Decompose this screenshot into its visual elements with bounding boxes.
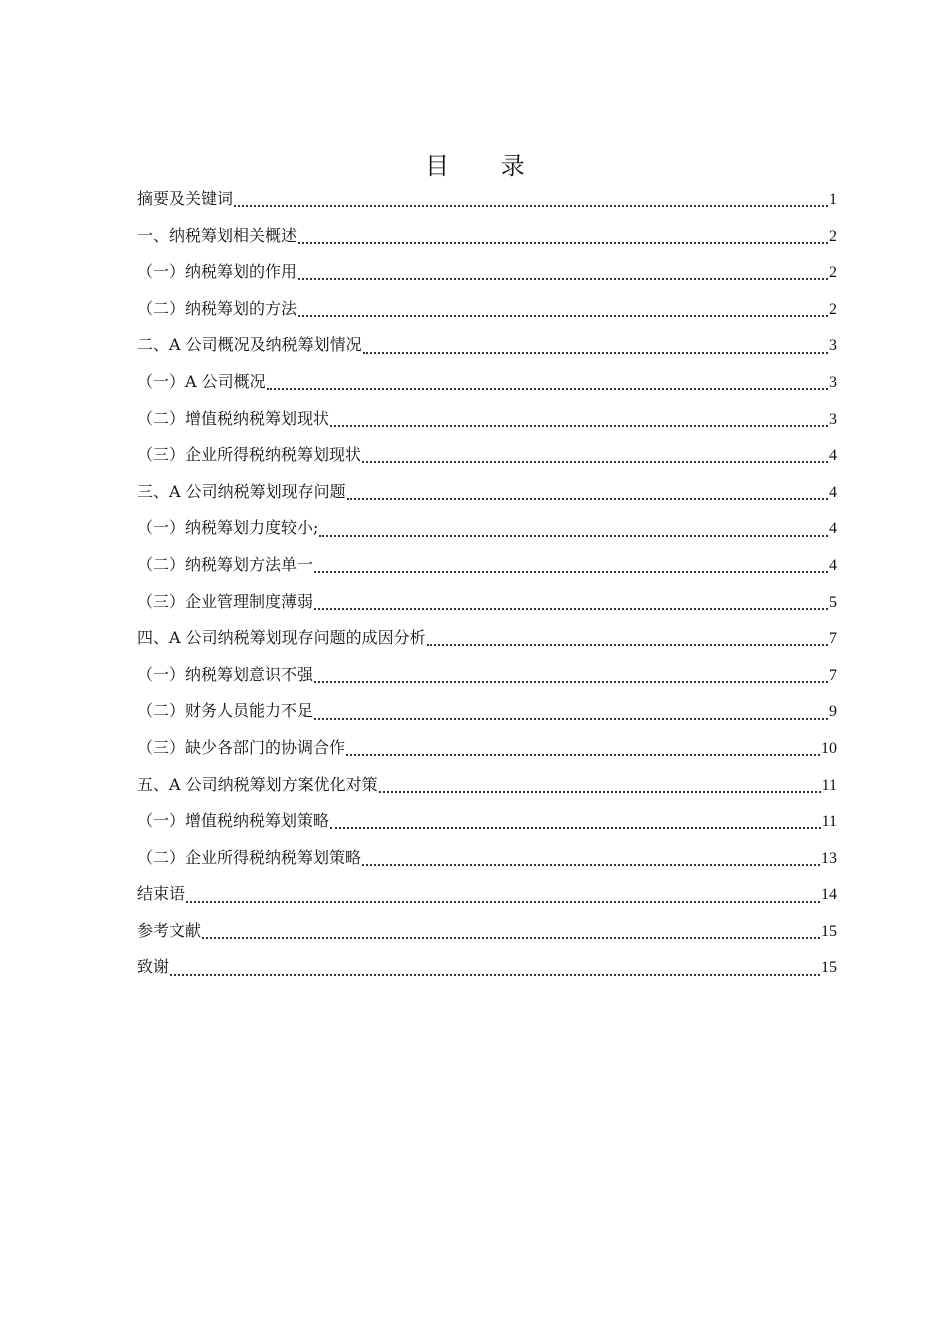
toc-entry-label: （一）A 公司概况 bbox=[137, 371, 266, 391]
toc-leader-dots bbox=[330, 827, 821, 829]
toc-entry[interactable] bbox=[137, 510, 837, 547]
toc-entry-label: （一）纳税筹划的作用 bbox=[137, 262, 298, 282]
toc-entry[interactable] bbox=[137, 730, 837, 767]
toc-entry-label: 结束语 bbox=[137, 884, 186, 904]
toc-title: 目 录 bbox=[425, 152, 547, 180]
toc-entry-label: （三）企业所得税纳税筹划现状 bbox=[137, 445, 362, 465]
toc-entry-page: 10 bbox=[821, 739, 837, 757]
toc-leader-dots bbox=[330, 425, 828, 427]
toc-entry-label: （二）增值税纳税筹划现状 bbox=[137, 408, 330, 428]
toc-leader-dots bbox=[362, 461, 828, 463]
toc-entry[interactable] bbox=[137, 181, 837, 218]
toc-entry[interactable] bbox=[137, 876, 837, 913]
toc-entry[interactable] bbox=[137, 693, 837, 730]
toc-entry-page: 4 bbox=[829, 520, 837, 538]
toc-entry-label: 参考文献 bbox=[137, 920, 202, 940]
toc-entry-label: （二）财务人员能力不足 bbox=[137, 701, 314, 721]
toc-entry[interactable] bbox=[137, 327, 837, 364]
toc-entry-label: 致谢 bbox=[137, 957, 170, 977]
toc-entry[interactable] bbox=[137, 474, 837, 511]
toc-leader-dots bbox=[314, 718, 828, 720]
toc-entry[interactable] bbox=[137, 584, 837, 621]
toc-entry-page: 15 bbox=[821, 959, 837, 977]
toc-entry-page: 15 bbox=[821, 922, 837, 940]
toc-leader-dots bbox=[298, 278, 828, 280]
toc-entry-page: 11 bbox=[821, 813, 837, 831]
toc-entry[interactable] bbox=[137, 254, 837, 291]
table-of-contents bbox=[137, 181, 837, 986]
toc-leader-dots bbox=[379, 791, 821, 793]
toc-leader-dots bbox=[363, 352, 828, 354]
toc-entry[interactable] bbox=[137, 913, 837, 950]
toc-entry-page: 2 bbox=[829, 264, 837, 282]
toc-entry-label: （二）企业所得税纳税筹划策略 bbox=[137, 847, 362, 867]
toc-entry[interactable] bbox=[137, 364, 837, 401]
toc-leader-dots bbox=[314, 681, 828, 683]
toc-leader-dots bbox=[298, 242, 828, 244]
toc-entry-page: 1 bbox=[829, 191, 837, 208]
toc-entry-label: （二）纳税筹划的方法 bbox=[137, 298, 298, 318]
toc-leader-dots bbox=[314, 571, 828, 573]
toc-leader-dots bbox=[362, 864, 820, 866]
toc-entry[interactable] bbox=[137, 949, 837, 986]
toc-entry[interactable] bbox=[137, 291, 837, 328]
toc-entry-label: （三）缺少各部门的协调合作 bbox=[137, 737, 346, 757]
toc-entry-label: 四、A 公司纳税筹划现存问题的成因分析 bbox=[137, 628, 426, 648]
toc-entry[interactable] bbox=[137, 840, 837, 877]
toc-leader-dots bbox=[346, 754, 820, 756]
toc-leader-dots bbox=[186, 901, 820, 903]
toc-entry-label: 二、A 公司概况及纳税筹划情况 bbox=[137, 335, 362, 355]
toc-leader-dots bbox=[314, 608, 828, 610]
toc-leader-dots bbox=[347, 498, 828, 500]
toc-entry-label: 三、A 公司纳税筹划现存问题 bbox=[137, 481, 346, 501]
toc-entry-page: 2 bbox=[829, 227, 837, 245]
toc-leader-dots bbox=[202, 937, 820, 939]
toc-leader-dots bbox=[170, 974, 820, 976]
toc-entry[interactable] bbox=[137, 401, 837, 438]
toc-entry-page: 3 bbox=[829, 337, 837, 355]
toc-entry-label: （三）企业管理制度薄弱 bbox=[137, 591, 314, 611]
toc-entry[interactable] bbox=[137, 437, 837, 474]
toc-entry-page: 9 bbox=[829, 703, 837, 721]
toc-entry-label: （一）增值税纳税筹划策略 bbox=[137, 811, 330, 831]
toc-entry-page: 7 bbox=[829, 666, 837, 684]
toc-entry-page: 2 bbox=[829, 300, 837, 318]
toc-entry-label: 摘要及关键词 bbox=[137, 189, 234, 208]
toc-entry-label: 一、纳税筹划相关概述 bbox=[137, 225, 298, 245]
toc-entry-page: 11 bbox=[821, 776, 837, 794]
toc-entry-page: 4 bbox=[829, 556, 837, 574]
toc-leader-dots bbox=[319, 535, 828, 537]
toc-leader-dots bbox=[427, 644, 828, 646]
toc-entry-label: （一）纳税筹划力度较小; bbox=[137, 518, 319, 538]
toc-entry-page: 3 bbox=[829, 410, 837, 428]
toc-entry-label: （一）纳税筹划意识不强 bbox=[137, 664, 314, 684]
toc-entry-label: （二）纳税筹划方法单一 bbox=[137, 554, 314, 574]
toc-entry-label: 五、A 公司纳税筹划方案优化对策 bbox=[137, 774, 378, 794]
toc-entry-page: 13 bbox=[821, 849, 837, 867]
toc-entry-page: 3 bbox=[829, 373, 837, 391]
toc-entry[interactable] bbox=[137, 803, 837, 840]
toc-entry[interactable] bbox=[137, 657, 837, 694]
toc-entry-page: 5 bbox=[829, 593, 837, 611]
toc-leader-dots bbox=[267, 388, 828, 390]
toc-entry-page: 14 bbox=[821, 886, 837, 904]
toc-leader-dots bbox=[234, 205, 828, 207]
toc-entry-page: 4 bbox=[829, 483, 837, 501]
toc-entry[interactable] bbox=[137, 218, 837, 255]
toc-entry[interactable] bbox=[137, 620, 837, 657]
toc-entry[interactable] bbox=[137, 767, 837, 804]
toc-entry-page: 4 bbox=[829, 447, 837, 465]
toc-entry[interactable] bbox=[137, 547, 837, 584]
toc-entry-page: 7 bbox=[829, 630, 837, 648]
toc-leader-dots bbox=[298, 315, 828, 317]
